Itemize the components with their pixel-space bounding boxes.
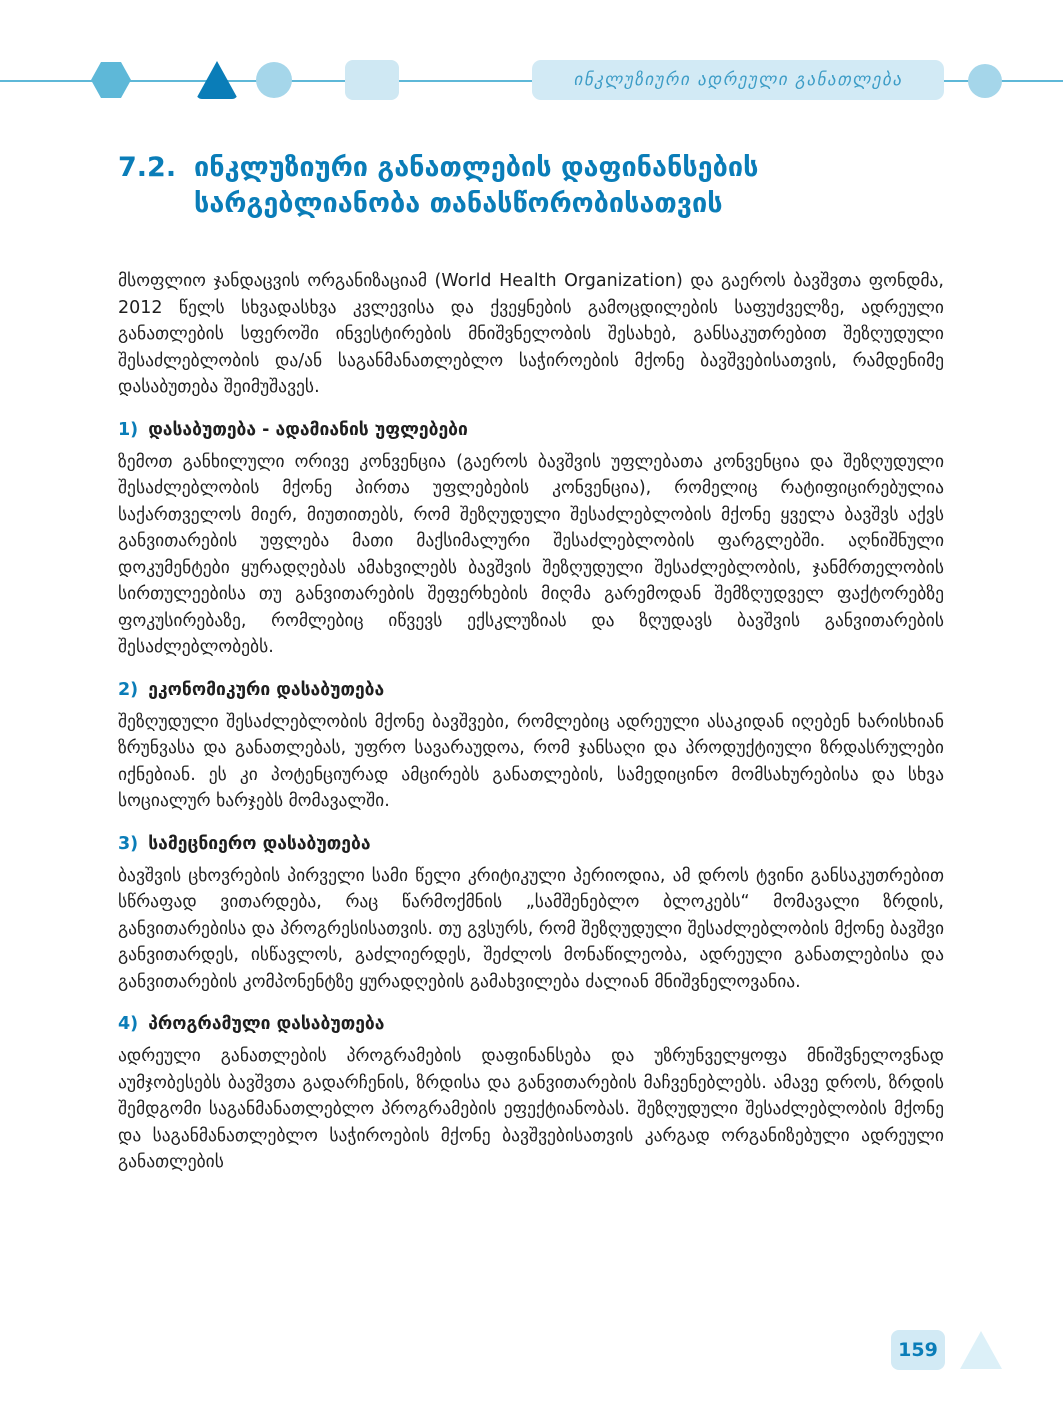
rounded-square-icon xyxy=(345,60,399,100)
section-title xyxy=(118,150,958,222)
section-number: 7.2. xyxy=(118,152,177,183)
subsection-heading-4 xyxy=(118,1011,944,1037)
subsection-title: ეკონომიკური დასაბუთება xyxy=(148,679,385,700)
subsection-number: 4) xyxy=(118,1014,139,1034)
page-number: 159 xyxy=(891,1330,945,1370)
subsection-number: 1) xyxy=(118,419,139,440)
subsection-paragraph-2: შეზღუდული შესაძლებლობის მქონე ბავშვები, რომლებიც ადრეული ასაკიდან იღებენ ხარისხიან ზრუნვასა და განათლებას, უფრო სავარაუდოა, რომ ჯანსაღი და პროდუქტიული ზრდასრულები იქნებიან. ეს კი პოტენციურად ამცირებს განათლების, სამედიცინო მომსახურებისა და სხვა სოციალურ ხარჯებს მომავალში. xyxy=(118,711,944,811)
title-line-1: ინკლუზიური განათლების დაფინანსების xyxy=(194,152,759,183)
subsection-title: სამეცნიერო დასაბუთება xyxy=(148,833,371,854)
subsection-title: პროგრამული დასაბუთება xyxy=(148,1014,385,1034)
triangle-icon-footer xyxy=(960,1331,1002,1369)
hexagon-icon xyxy=(91,62,131,98)
body-content xyxy=(118,268,944,1176)
subsection-number: 2) xyxy=(118,679,139,700)
title-line-2: სარგებლიანობა თანასწორობისათვის xyxy=(194,188,723,219)
subsection-heading-1 xyxy=(118,417,944,443)
subsection-heading-2 xyxy=(118,677,944,703)
circle-icon xyxy=(256,62,292,98)
circle-icon-right xyxy=(968,64,1002,98)
subsection-title: დასაბუთება - ადამიანის უფლებები xyxy=(148,419,468,440)
subsection-number: 3) xyxy=(118,833,139,854)
subsection-heading-3 xyxy=(118,831,944,857)
subsection-paragraph-3: ბავშვის ცხოვრების პირველი სამი წელი კრიტიკული პერიოდია, ამ დროს ტვინი განსაკუთრებით სწრაფად ვითარდება, რაც წარმოქმნის „სამშენებლო ბლოკებს“ მომავალი ზრდის, განვითარებისა და პროგრესისათვის. თუ გვსურს, რომ შეზღუდული შესაძლებლობის მქონე ბავშვი განვითარდეს, ისწავლოს, გაძლიერდეს, შეძლოს მონაწილეობა, ადრეული განათლებისა და განვითარების კომპონენტზე ყურადღების გამახვილება ძალიან მნიშვნელოვანია. xyxy=(118,865,944,992)
subsection-paragraph-4: ადრეული განათლების პროგრამების დაფინანსება და უზრუნველყოფა მნიშვნელოვნად აუმჯობესებს ბავშვთა გადარჩენის, ზრდისა და განვითარების მაჩვენებლებს. ამავე დროს, ზრდის შემდგომი საგანმანათლებლო პროგრამების ეფექტიანობას. შეზღუდული შესაძლებლობის მქონე და საგანმანათლებლო საჭიროების მქონე ბავშვებისათვის კარგად ორგანიზებული ადრეული განათლების xyxy=(118,1046,944,1172)
running-header: ინკლუზიური ადრეული განათლება xyxy=(532,60,944,100)
intro-paragraph: მსოფლიო ჯანდაცვის ორგანიზაციამ (World Health Organization) და გაეროს ბავშვთა ფონდმა, 2012 წელს სხვადასხვა კვლევისა და ქვეყნების გამოცდილების საფუძველზე, ადრეული განათლების სფეროში ინვესტირების მნიშვნელობის შესახებ, განსაკუთრებით შეზღუდული შესაძლებლობის და/ან საგანმანათლებლო საჭიროების მქონე ბავშვებისათვის, რამდენიმე დასაბუთება შეიმუშავეს. xyxy=(118,271,944,397)
subsection-paragraph-1: ზემოთ განხილული ორივე კონვენცია (გაეროს ბავშვის უფლებათა კონვენცია და შეზღუდული შესაძლებლობის მქონე პირთა უფლებების კონვენცია), რომელიც რატიფიცირებულია საქართველოს მიერ, მიუთითებს, რომ შეზღუდული შესაძლებლობის მქონე ყველა ბავშვს აქვს განვითარების უფლება მათი მაქსიმალური შესაძლებლობის ფარგლებში. აღნიშნული დოკუმენტები ყურადღებას ამახვილებს ბავშვის შეზღუდული შესაძლებლობის, ჯანმრთელობის სირთულეებისა თუ განვითარების შეფერხების მიღმა გარემოდან შემზღუდველ ფაქტორებზე ფოკუსირებაზე, რომლებიც იწვევს ექსკლუზიას და ზღუდავს ბავშვის განვითარების შესაძლებლობებს. xyxy=(118,451,944,657)
